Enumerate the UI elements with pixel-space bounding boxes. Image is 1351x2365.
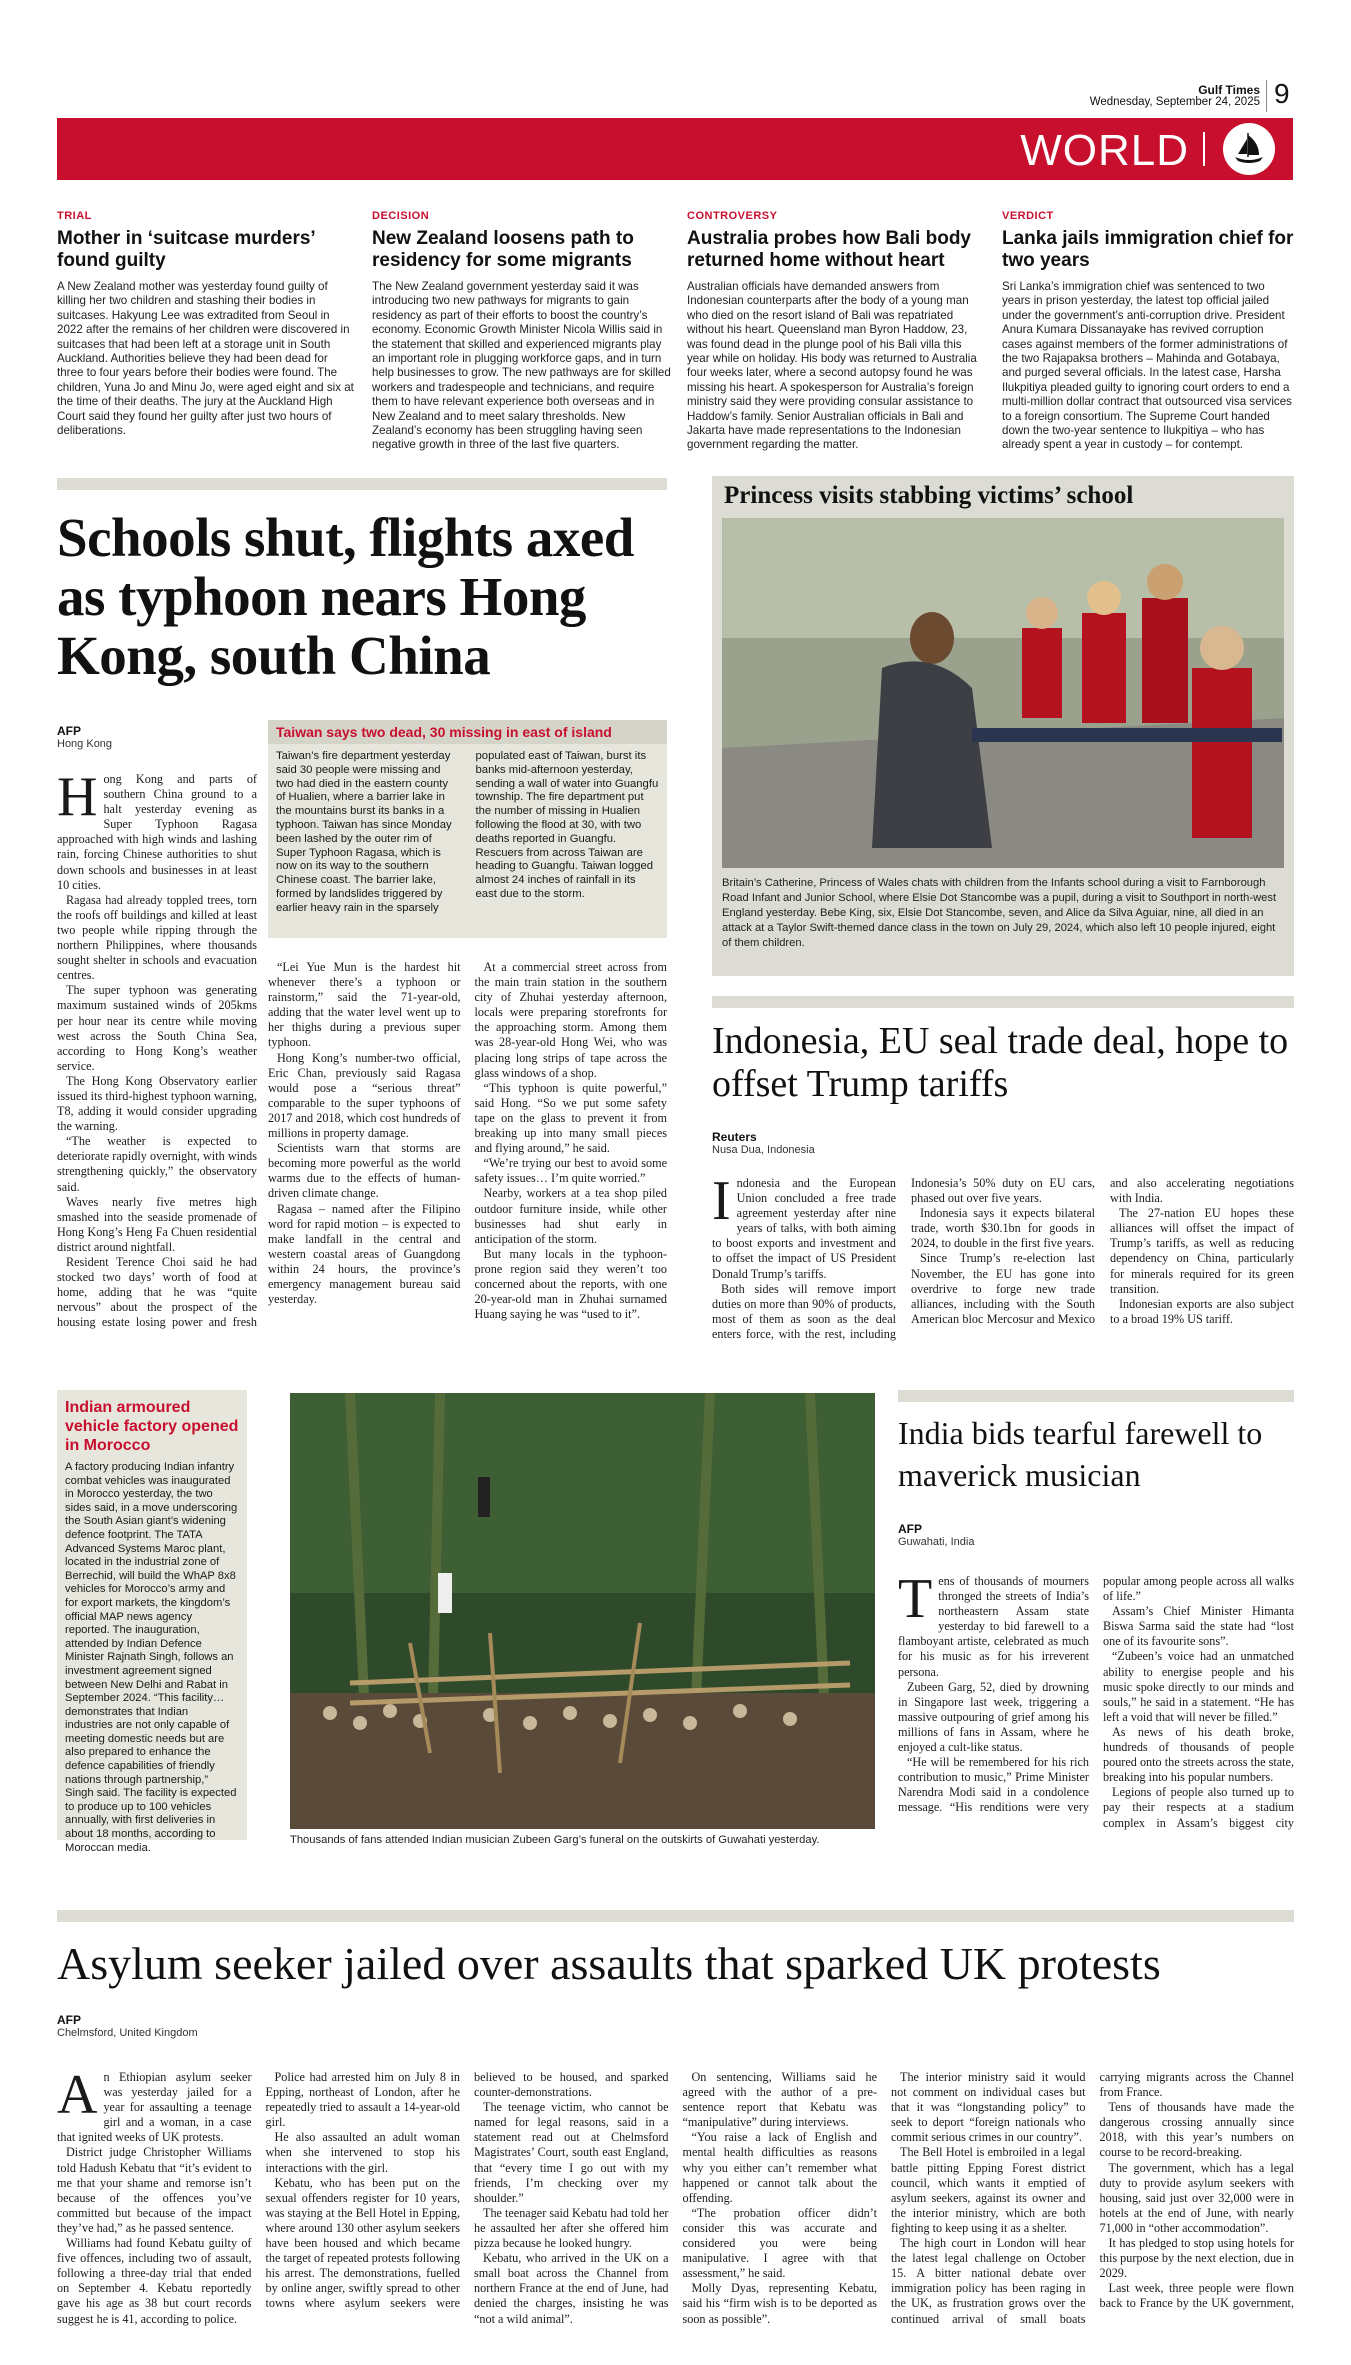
section-banner — [57, 118, 1293, 180]
trade-headline[interactable]: Indonesia, EU seal trade deal, hope to offset Trump tariffs — [712, 1020, 1289, 1105]
trade-body — [712, 1126, 1294, 1356]
brief-tag: DECISION — [372, 210, 430, 222]
paragraph: The teenager said Kebatu had told her he assaulted her after she offered him pizza because he looked hungry. — [474, 2205, 669, 2251]
paragraph: “The weather is expected to deteriorate rapidly overnight, with winds strengthening quickly,” the observatory said. — [57, 1134, 257, 1194]
byline-location: Guwahati, India — [898, 1536, 975, 1548]
paragraph: Waves nearly five metres high smashed into the seaside promenade of Hong Kong’s Heng Fa Chuen residential district around nightfall. — [57, 1194, 257, 1254]
funeral-caption: Thousands of fans attended Indian musician Zubeen Garg’s funeral on the outskirts of Guwahati yesterday. — [290, 1834, 820, 1846]
paragraph: Police had arrested him on July 8 in Epping, northeast of London, after he repeatedly tried to assault a 14-year-old girl. — [265, 2070, 460, 2130]
paragraph: The high court in London will hear the latest legal challenge on October 15. A bitter national debate over immigration policy has been raging in the UK, as frustration grows over the continued arrival of small boats carrying migrants across the Channel from France. — [891, 2070, 1294, 2326]
dropcap: A — [57, 2064, 98, 2126]
byline-agency: Reuters — [712, 1130, 757, 1144]
brief-body: The New Zealand government yesterday said it was introducing two new pathways for migrants to gain residency as part of their efforts to boost the country’s economy. Economic Growth Minister Nicola Willis said in the statement that skilled and experienced migrants play an important role in plugging workforce gaps, and in turn help businesses to grow. The new pathways are for skilled workers and tradespeople and technicians, and require them to have relevant experience both overseas and in New Zealand and to meet salary thresholds. New Zealand’s economy has been struggling having seen negative growth in three of the last five quarters. — [372, 280, 671, 452]
morocco-headline[interactable]: Indian armoured vehicle factory opened in Morocco — [65, 1399, 239, 1454]
paragraph: The teenage victim, who cannot be named for legal reasons, said in a statement read out at Chelmsford Magistrates’ Court, south east England, that “every time I go out with my friends, I’m checking over my shoulder.” — [474, 2100, 669, 2205]
taiwan-sidebar — [268, 720, 667, 938]
paragraph: Last week, three people were flown back to France by the UK government, — [1099, 2281, 1294, 2311]
byline-location: Nusa Dua, Indonesia — [712, 1144, 815, 1156]
paragraph: The Hong Kong Observatory earlier issued its third-highest typhoon warning, T8, adding it would consider upgrading the warning. — [57, 1073, 257, 1134]
paragraph: “We’re trying our best to avoid some safety issues… I’m quite worried.” — [474, 1156, 667, 1186]
paragraph: Resident Terence Choi said he had stocked two days’ worth of food at home, adding that he was “quite nervous” about the prospect of the housing estate losing power and fresh — [57, 1255, 257, 1330]
paragraph: “Lei Yue Mun is the hardest hit whenever there’s a typhoon or rainstorm,” said the 71-year-old, adding that the water level went up to her thighs during a previous super typhoon. — [268, 960, 461, 1050]
paragraph: “You raise a lack of English and mental health difficulties as reasons why you either can’t remember what happened or cannot talk about the offending. — [682, 2130, 877, 2205]
brief-trial — [57, 210, 357, 438]
paragraph: Tens of thousands have made the dangerous crossing annually since 2018, with this year’s numbers on course to be record-breaking. — [1099, 2100, 1294, 2160]
dhow-logo-icon — [1223, 123, 1275, 175]
paragraph: Since Trump’s re-election last November, the EU has gone into overdrive to forge new trade alliances, including with the South American bloc Mercosur and Mexico and also accelerating negotiations with India. — [911, 1176, 1294, 1326]
dropcap: T — [898, 1568, 933, 1630]
paragraph: Nearby, workers at a tea shop piled outdoor furniture inside, while other businesses had shut early in anticipation of the storm. — [474, 1186, 667, 1246]
dropcap: I — [712, 1170, 731, 1232]
paragraph: Ragasa – named after the Filipino word for rapid motion – is expected to make landfall in the central and western coastal areas of Guangdong within 24 hours, the province’s emergency management bureau said yesterday. — [268, 1201, 461, 1307]
paragraph: Hong Kong’s number-two official, Eric Chan, previously said Ragasa would pose a “serious threat” comparable to the super typhoons of 2017 and 2018, which cost hundreds of millions in property damage. — [268, 1050, 461, 1141]
brief-headline[interactable]: Lanka jails immigration chief for two years — [1002, 228, 1294, 271]
issue-date: Wednesday, September 24, 2025 — [1089, 96, 1260, 108]
page-number: 9 — [1274, 78, 1290, 109]
brief-headline[interactable]: New Zealand loosens path to residency for some migrants — [372, 228, 634, 271]
paragraph: ong Kong and parts of southern China ground to a halt yesterday evening as Super Typhoon Ragasa approached with high winds and lashing rain, forcing Chinese authorities to shut down schools and businesses in at least 10 cities. — [57, 772, 257, 892]
brief-tag: VERDICT — [1002, 210, 1054, 222]
princess-photo[interactable] — [722, 518, 1284, 868]
paragraph: Both sides will remove import duties on more than 90% of products, most of them as soon as the deal enters force, with the rest, including Indonesia’s 50% duty on EU cars, phased out over five years. — [712, 1176, 1095, 1341]
paragraph: The government, which has a legal duty to provide asylum seekers with housing, said just over 32,000 were in hotels at the end of June, with nearly 71,000 in “other accommodation”. — [1099, 2160, 1294, 2235]
dropcap: H — [57, 772, 98, 828]
brief-headline[interactable]: Australia probes how Bali body returned home without heart — [687, 228, 971, 271]
brief-body: Sri Lanka’s immigration chief was sentenced to two years in prison yesterday, the latest top official jailed under the government’s anti-corruption drive. President Anura Kumara Dissanayake has revived corruption cases against members of the former administrations of the two Rajapaksa brothers – Mahinda and Gotabaya, and purged several officials. In the latest case, Harsha Ilukpitiya pleaded guilty to ignoring court orders to end a multi-million dollar contract that outsourced visa services to a foreign consortium. The Supreme Court handed down the two-year sentence to Ilukpitiya – who has already spent a year in custody – for contempt. — [1002, 280, 1292, 452]
paragraph: Zubeen Garg, 52, died by drowning in Singapore last week, triggering a massive outpouring of grief among his millions of fans in Assam, where he enjoyed a cult-like status. — [898, 1679, 1089, 1755]
paragraph: The interior ministry said it would not comment on individual cases but that it was “longstanding policy” to seek to deport “foreign nationals who commit serious crimes in our country”. — [891, 2070, 1086, 2145]
paragraph: “This typhoon is quite powerful,” said Hong. “So we put some safety tape on the glass to prevent it from breaking up into many small pieces and flying around,” he said. — [474, 1080, 667, 1156]
india-headline[interactable]: India bids tearful farewell to maverick musician — [898, 1415, 1263, 1493]
divider — [57, 1910, 1294, 1922]
brief-verdict — [1002, 210, 1294, 453]
divider — [57, 478, 667, 490]
paragraph: Molly Dyas, representing Kebatu, said his “firm wish is to be deported as soon as possible”. — [682, 2281, 877, 2326]
paper-name: Gulf Times — [1198, 83, 1260, 97]
paragraph: At a commercial street across from the main train station in the southern city of Zhuhai yesterday afternoon, locals were preparing storefronts for the approaching storm. Among them was 28-year-old Hong Wei, who was placing long strips of tape across the glass windows of a shop. — [474, 960, 667, 1080]
princess-headline[interactable]: Princess visits stabbing victims’ school — [724, 482, 1134, 509]
paragraph: “The probation officer didn’t consider this was accurate and considered you were being manipulative. I agree with that assessment,” he said. — [682, 2205, 877, 2281]
typhoon-headline[interactable]: Schools shut, flights axed as typhoon nears Hong Kong, south China — [57, 507, 634, 686]
paragraph: n Ethiopian asylum seeker was yesterday jailed for a year for assaulting a teenage girl and a woman, in a case that ignited weeks of UK protests. — [57, 2070, 252, 2145]
section-title: WORLD — [1020, 126, 1189, 175]
paragraph: Ragasa had already toppled trees, torn the roofs off buildings and killed at least two people while ripping through the northern Philippines, where thousands sought shelter in schools and evacuation centres. — [57, 892, 257, 983]
byline-agency: AFP — [57, 724, 81, 738]
paragraph: “He will be remembered for his rich contribution to music,” Prime Minister Narendra Modi said in a condolence message. “His renditions were very popular among people across all walks of life.” — [898, 1574, 1294, 1815]
paragraph: “Zubeen’s voice had an unmatched ability to energise people and his music spoke directly to our minds and souls,” he said in a statement. “He has left a void that will never be filled.” — [1103, 1649, 1294, 1724]
paragraph: As news of his death broke, hundreds of thousands of people poured onto the streets across the state, breaking into his popular numbers. — [1103, 1724, 1294, 1785]
asylum-headline[interactable]: Asylum seeker jailed over assaults that sparked UK protests — [57, 1938, 1161, 1989]
byline-agency: AFP — [57, 2013, 81, 2027]
paragraph: Indonesian exports are also subject to a broad 19% US tariff. — [1110, 1296, 1294, 1326]
typhoon-col-2-3 — [268, 960, 667, 1332]
sidebar-headline[interactable]: Taiwan says two dead, 30 missing in east of island — [268, 720, 667, 744]
brief-tag: TRIAL — [57, 210, 92, 222]
paragraph: Legions of people also turned up to pay their respects at a stadium complex in Assam’s biggest city — [1103, 1785, 1294, 1830]
divider — [898, 1390, 1294, 1402]
divider — [712, 996, 1294, 1008]
paragraph: Indonesia says it expects bilateral trade, worth $30.1bn for goods in 2024, to double in the first five years. — [911, 1206, 1095, 1251]
paragraph: The Bell Hotel is embroiled in a legal battle pitting Epping Forest district council, which wants it emptied of asylum seekers, against its owner and the interior ministry, which are both fighting to keep using it as a shelter. — [891, 2145, 1086, 2235]
paragraph: District judge Christopher Williams told Hadush Kebatu that “it’s evident to me that your shame and remorse isn’t because of the offences you’ve committed but because of the impact they’ve had,” as he passed sentence. — [57, 2145, 252, 2235]
paragraph: It has pledged to stop using hotels for this purpose by the next election, due in 2029. — [1099, 2236, 1294, 2281]
paragraph: On sentencing, Williams said he agreed with the author of a pre-sentence report that Kebatu was “manipulative” during interviews. — [682, 2070, 877, 2130]
morocco-body: A factory producing Indian infantry combat vehicles was inaugurated in Morocco yesterday, the two sides said, in a move underscoring the South Asian giant’s widening defence footprint. The TATA Advanced Systems Maroc plant, located in the industrial zone of Berrechid, will build the WhAP 8x8 vehicles for Morocco’s army and for export markets, the kingdom’s official MAP news agency reported. The inauguration, attended by Indian Defence Minister Rajnath Singh, follows an investment agreement signed between New Delhi and Rabat in September 2024. “This facility… demonstrates that Indian industries are not only capable of meeting domestic needs but are also prepared to enhance the defence capabilities of friendly nations through partnership,” Singh said. The facility is expected to produce up to 100 vehicles annually, with first deliveries in about 18 months, according to Moroccan media. — [65, 1461, 238, 1854]
brief-tag: CONTROVERSY — [687, 210, 778, 222]
paragraph: Assam’s Chief Minister Himanta Biswa Sarma said the state had “lost one of its favourite sons”. — [1103, 1604, 1294, 1649]
funeral-photo[interactable] — [290, 1393, 875, 1829]
brief-decision — [372, 210, 672, 453]
paragraph: He also assaulted an adult woman when she intervened to stop his interactions with the girl. — [265, 2130, 460, 2175]
brief-body: A New Zealand mother was yesterday found guilty of killing her two children and stashing their bodies in suitcases. Hakyung Lee was extradited from Seoul in 2022 after the remains of her children were discovered in suitcases that had been left at a storage unit in South Auckland. Authorities believe they had been dead for three to four years before their bodies were found. The children, Yuna Jo and Minu Jo, were aged eight and six at the time of their deaths. The jury at the Auckland High Court said they found her guilty after just two hours of deliberations. — [57, 280, 354, 438]
byline-location: Chelmsford, United Kingdom — [57, 2027, 198, 2039]
princess-box — [712, 476, 1294, 976]
byline-location: Hong Kong — [57, 738, 113, 750]
paragraph: ens of thousands of mourners thronged the streets of India’s northeastern Assam state yesterday to bid farewell to a flamboyant artiste, celebrated as much for his music as for his irreverent persona. — [898, 1574, 1089, 1679]
asylum-body — [57, 2012, 1294, 2330]
brief-headline[interactable]: Mother in ‘suitcase murders’ found guilty — [57, 228, 315, 271]
typhoon-col-1 — [57, 772, 257, 1332]
princess-caption: Britain’s Catherine, Princess of Wales chats with children from the Infants school during a visit to Farnborough Road Infant and Junior School, where Elsie Dot Stancombe was a pupil, during a visit to Southport in north-west England yesterday. Bebe King, six, Elsie Dot Stancombe, seven, and Alice da Silva Aguiar, nine, all died in an attack at a Taylor Swift-themed dance class in the town on July 29, 2024, which also left 10 people injured, eight of them children. — [722, 877, 1277, 949]
paragraph: Williams had found Kebatu guilty of five offences, including two of assault, following a three-day trial that ended on September 4. Kebatu reportedly gave his age as 38 but court records suggest he is 41, according to police. — [57, 2236, 252, 2326]
sidebar-body: Taiwan’s fire department yesterday said 30 people were missing and two had died in the eastern county of Hualien, where a barrier lake in the mountains burst its banks in a typhoon. Taiwan has since Monday been lashed by the outer rim of Super Typhoon Ragasa, which is now on its way to the southern Chinese coast. The barrier lake, formed by landslides triggered by earlier heavy rain in the sparsely populated east of Taiwan, burst its banks mid-afternoon yesterday, sending a wall of water into Guangfu township. The fire department put the number of missing in Hualien following the flood at 30, with two deaths reported in Guangfu. Rescuers from across Taiwan are heading to Guangfu. Taiwan logged almost 24 inches of rainfall in its east due to the storm. — [276, 750, 659, 914]
morocco-box — [57, 1390, 247, 1854]
paragraph: Kebatu, who has been put on the sexual offenders register for 10 years, was staying at the Bell Hotel in Epping, where around 130 other asylum seekers have been housed and which became the target of repeated protests following his arrest. The demonstrations, fuelled by online anger, swiftly spread to other towns where asylum seekers were believed to be housed, and sparked counter-demonstrations. — [265, 2070, 669, 2311]
byline-agency: AFP — [898, 1522, 922, 1536]
brief-controversy — [687, 210, 987, 453]
paragraph: But many locals in the typhoon-prone region said they weren’t too concerned about the reports, with one 20-year-old man in Zhuhai surnamed Huang saying he was “used to it”. — [474, 1246, 667, 1322]
paragraph: Scientists warn that storms are becoming more powerful as the world warms due to the effects of human-driven climate change. — [268, 1141, 461, 1201]
paragraph: ndonesia and the European Union concluded a free trade agreement yesterday after nine years of talks, with both aiming to boost exports and investment and to offset the impact of US President Donald Trump’s tariffs. — [712, 1176, 896, 1281]
paragraph: Kebatu, who arrived in the UK on a small boat across the Channel from northern France at the end of June, had denied the charges, insisting he was “not a wild animal”. — [474, 2251, 669, 2326]
paragraph: The super typhoon was generating maximum sustained winds of 205kms per hour near its centre while moving west across the South China Sea, according to Hong Kong’s weather service. — [57, 983, 257, 1073]
india-body — [898, 1520, 1294, 1835]
brief-body: Australian officials have demanded answers from Indonesian counterparts after the body of a young man who died on the resort island of Bali was repatriated without his heart. Queensland man Byron Haddow, 23, was found dead in the plunge pool of his Bali villa this year while on holiday. His body was returned to Australia four weeks later, where a second autopsy found he was missing his heart. A spokesperson for Australia’s foreign ministry said they were providing consular assistance to Haddow’s family. Senior Australian officials in Bali and Jakarta have made representations to the Indonesian government regarding the matter. — [687, 280, 977, 452]
paragraph: The 27-nation EU hopes these alliances will offset the impact of Trump’s tariffs, as well as reducing dependency on China, particularly for minerals required for its green transition. — [1110, 1206, 1294, 1296]
